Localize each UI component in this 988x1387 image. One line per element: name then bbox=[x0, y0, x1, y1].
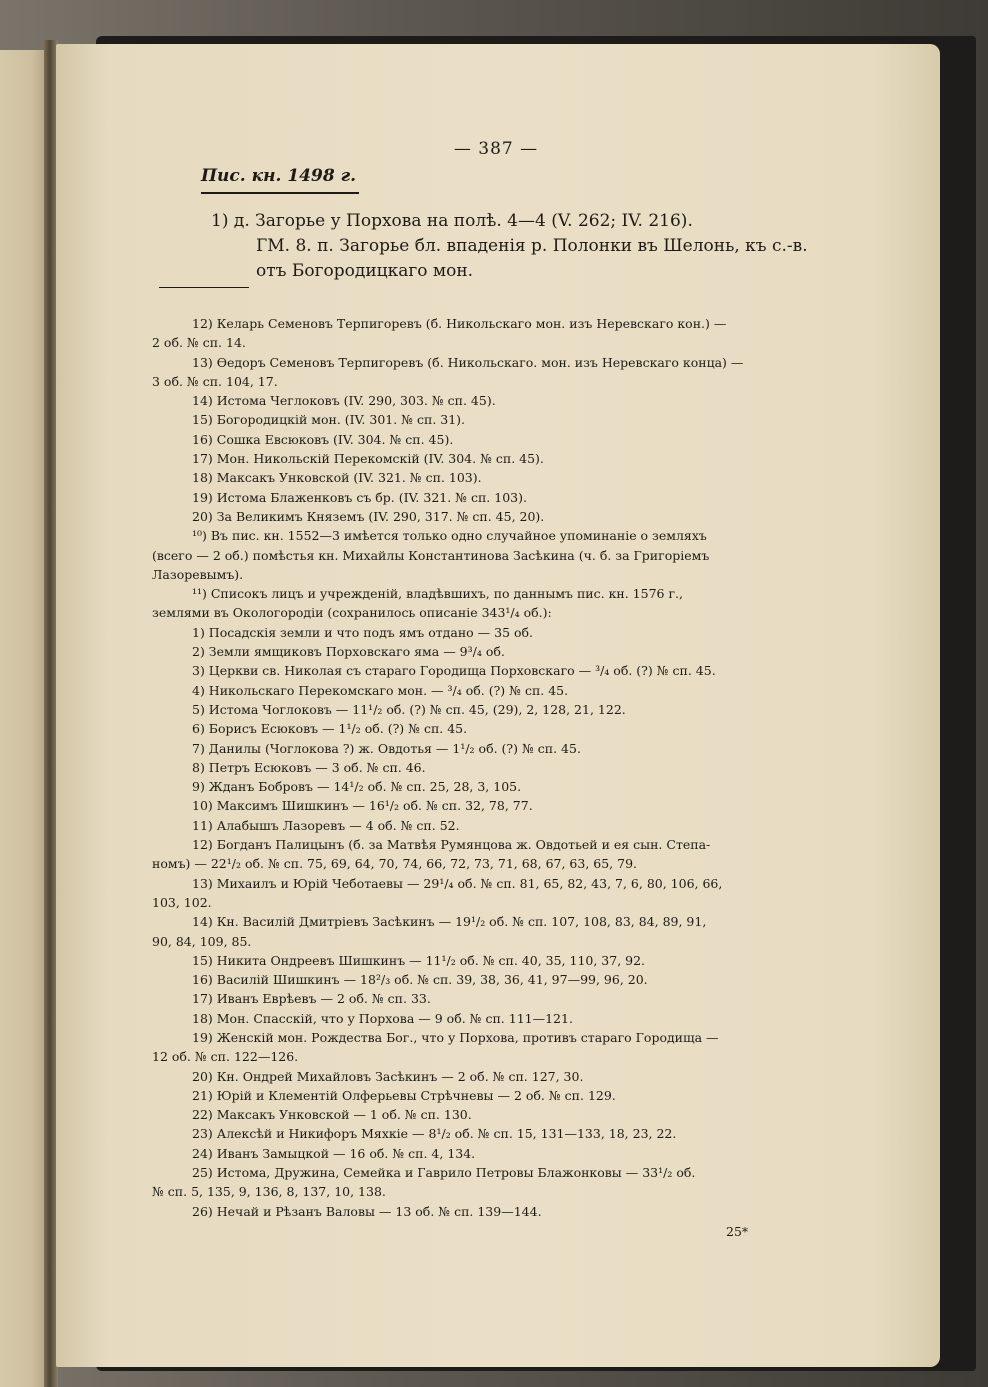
footnotes bbox=[152, 314, 808, 1221]
footnote-line: 2) Земли ямщиковъ Порховскаго яма — 9³/₄ об. bbox=[192, 644, 505, 660]
footnote-line: 4) Никольскаго Перекомскаго мон. — ³/₄ об. (?) № сп. 45. bbox=[192, 682, 569, 698]
footnote-line: 17) Мон. Никольскій Перекомскій (IV. 304. № сп. 45). bbox=[192, 451, 544, 467]
footnote-line: 14) Истома Чеглоковъ (IV. 290, 303. № сп. 45). bbox=[192, 393, 496, 409]
footnote-line: землями въ Окологородіи (сохранилось описаніе 343¹/₄ об.): bbox=[152, 605, 552, 621]
footnote-line: 25) Истома, Дружина, Семейка и Гаврило Петровы Блажонковы — 33¹/₂ об. bbox=[192, 1165, 696, 1181]
footnote-line: ¹¹) Списокъ лицъ и учрежденій, владѣвшихъ, по даннымъ пис. кн. 1576 г., bbox=[192, 586, 683, 602]
footnote-separator bbox=[159, 287, 249, 288]
footnote-line: 7) Данилы (Чоглокова ?) ж. Овдотья — 1¹/₂ об. (?) № сп. 45. bbox=[192, 740, 581, 756]
footnote-line: 1) Посадскія земли и что подъ ямъ отдано — 35 об. bbox=[192, 624, 534, 640]
footnote-line: 13) Ѳедоръ Семеновъ Терпигоревъ (б. Никольскаго. мон. изъ Неревскаго конца) — bbox=[192, 354, 744, 370]
footnote-line: 90, 84, 109, 85. bbox=[152, 933, 252, 949]
footnote-line: № сп. 5, 135, 9, 136, 8, 137, 10, 138. bbox=[152, 1184, 386, 1200]
footnote-line: (всего — 2 об.) помѣстья кн. Михайлы Константинова Засѣкина (ч. б. за Григоріемъ bbox=[152, 547, 710, 563]
footnote-line: 17) Иванъ Еврѣевъ — 2 об. № сп. 33. bbox=[192, 991, 431, 1007]
footnote-line: 5) Истома Чоглоковъ — 11¹/₂ об. (?) № сп. 45, (29), 2, 128, 21, 122. bbox=[192, 701, 626, 717]
book-page bbox=[56, 44, 940, 1367]
footnote-line: 103, 102. bbox=[152, 894, 212, 910]
footnote-line: 2 об. № сп. 14. bbox=[152, 335, 246, 351]
main-entry bbox=[211, 209, 811, 284]
footnote-line: номъ) — 22¹/₂ об. № сп. 75, 69, 64, 70, 74, 66, 72, 73, 71, 68, 67, 63, 65, 79. bbox=[152, 856, 638, 872]
footnote-line: 9) Жданъ Бобровъ — 14¹/₂ об. № сп. 25, 28, 3, 105. bbox=[192, 779, 522, 795]
page-number: — 387 — bbox=[453, 139, 539, 159]
footnote-line: 22) Максакъ Унковской — 1 об. № сп. 130. bbox=[192, 1107, 472, 1123]
footnote-line: 6) Борисъ Есюковъ — 1¹/₂ об. (?) № сп. 45. bbox=[192, 721, 468, 737]
footnote-line: 19) Женскій мон. Рождества Бог., что у Порхова, противъ стараго Городища — bbox=[192, 1029, 719, 1045]
main-entry-line: отъ Богородицкаго мон. bbox=[256, 261, 474, 281]
footnote-line: 14) Кн. Василій Дмитріевъ Засѣкинъ — 19¹/₂ об. № сп. 107, 108, 83, 84, 89, 91, bbox=[192, 914, 707, 930]
footnote-line: 8) Петръ Есюковъ — 3 об. № сп. 46. bbox=[192, 759, 426, 775]
footnote-line: 18) Мон. Спасскій, что у Порхова — 9 об. № сп. 111—121. bbox=[192, 1010, 573, 1026]
footnote-line: 15) Никита Ондреевъ Шишкинъ — 11¹/₂ об. № сп. 40, 35, 110, 37, 92. bbox=[192, 952, 646, 968]
footnote-line: 12 об. № сп. 122—126. bbox=[152, 1049, 299, 1065]
footnote-line: 16) Сошка Евсюковъ (IV. 304. № сп. 45). bbox=[192, 431, 454, 447]
footnote-line: 3) Церкви св. Николая съ стараго Городища Порховскаго — ³/₄ об. (?) № сп. 45. bbox=[192, 663, 716, 679]
footnote-line: 3 об. № сп. 104, 17. bbox=[152, 373, 278, 389]
main-entry-line: 1) д. Загорье у Порхова на полѣ. 4—4 (V. 262; IV. 216). bbox=[211, 211, 693, 231]
footnote-line: 12) Келарь Семеновъ Терпигоревъ (б. Никольскаго мон. изъ Неревскаго кон.) — bbox=[192, 316, 727, 331]
main-entry-line: ГМ. 8. п. Загорье бл. впаденія р. Полонки въ Шелонь, къ с.-в. bbox=[256, 236, 808, 256]
facing-page-edge bbox=[0, 50, 46, 1387]
footnote-line: 13) Михаилъ и Юрій Чеботаевы — 29¹/₄ об. № сп. 81, 65, 82, 43, 7, 6, 80, 106, 66, bbox=[192, 875, 723, 891]
footnote-line: 11) Алабышъ Лазоревъ — 4 об. № сп. 52. bbox=[192, 817, 460, 833]
footnote-line: 21) Юрій и Клементій Олферьевы Стрѣчневы — 2 об. № сп. 129. bbox=[192, 1087, 616, 1103]
footnote-line: 18) Максакъ Унковской (IV. 321. № сп. 103). bbox=[192, 470, 482, 486]
footnote-line: 15) Богородицкій мон. (IV. 301. № сп. 31). bbox=[192, 412, 466, 428]
footnote-line: 23) Алексѣй и Никифоръ Мяхкіе — 8¹/₂ об. № сп. 15, 131—133, 18, 23, 22. bbox=[192, 1126, 677, 1142]
footnote-line: 16) Василій Шишкинъ — 18²/₃ об. № сп. 39, 38, 36, 41, 97—99, 96, 20. bbox=[192, 972, 648, 988]
footnote-line: 20) Кн. Ондрей Михайловъ Засѣкинъ — 2 об. № сп. 127, 30. bbox=[192, 1068, 584, 1084]
footnote-line: 26) Нечай и Рѣзанъ Валовы — 13 об. № сп. 139—144. bbox=[192, 1203, 542, 1219]
footnote-line: 10) Максимъ Шишкинъ — 16¹/₂ об. № сп. 32, 78, 77. bbox=[192, 798, 533, 814]
footnote-line: ¹⁰) Въ пис. кн. 1552—3 имѣется только одно случайное упоминаніе о земляхъ bbox=[192, 528, 707, 544]
footnote-line: 12) Богданъ Палицынъ (б. за Матвѣя Румянцова ж. Овдотьей и ея сын. Степа- bbox=[192, 837, 711, 853]
signature-mark: 25* bbox=[726, 1224, 749, 1239]
source-heading: Пис. кн. 1498 г. bbox=[201, 166, 357, 186]
footnote-line: 19) Истома Блаженковъ съ бр. (IV. 321. № сп. 103). bbox=[192, 489, 527, 505]
footnote-line: 20) За Великимъ Княземъ (IV. 290, 317. № сп. 45, 20). bbox=[192, 508, 545, 524]
footnote-line: Лазоревымъ). bbox=[152, 566, 244, 582]
footnote-line: 24) Иванъ Замыцкой — 16 об. № сп. 4, 134. bbox=[192, 1145, 476, 1161]
heading-underline bbox=[201, 192, 359, 194]
